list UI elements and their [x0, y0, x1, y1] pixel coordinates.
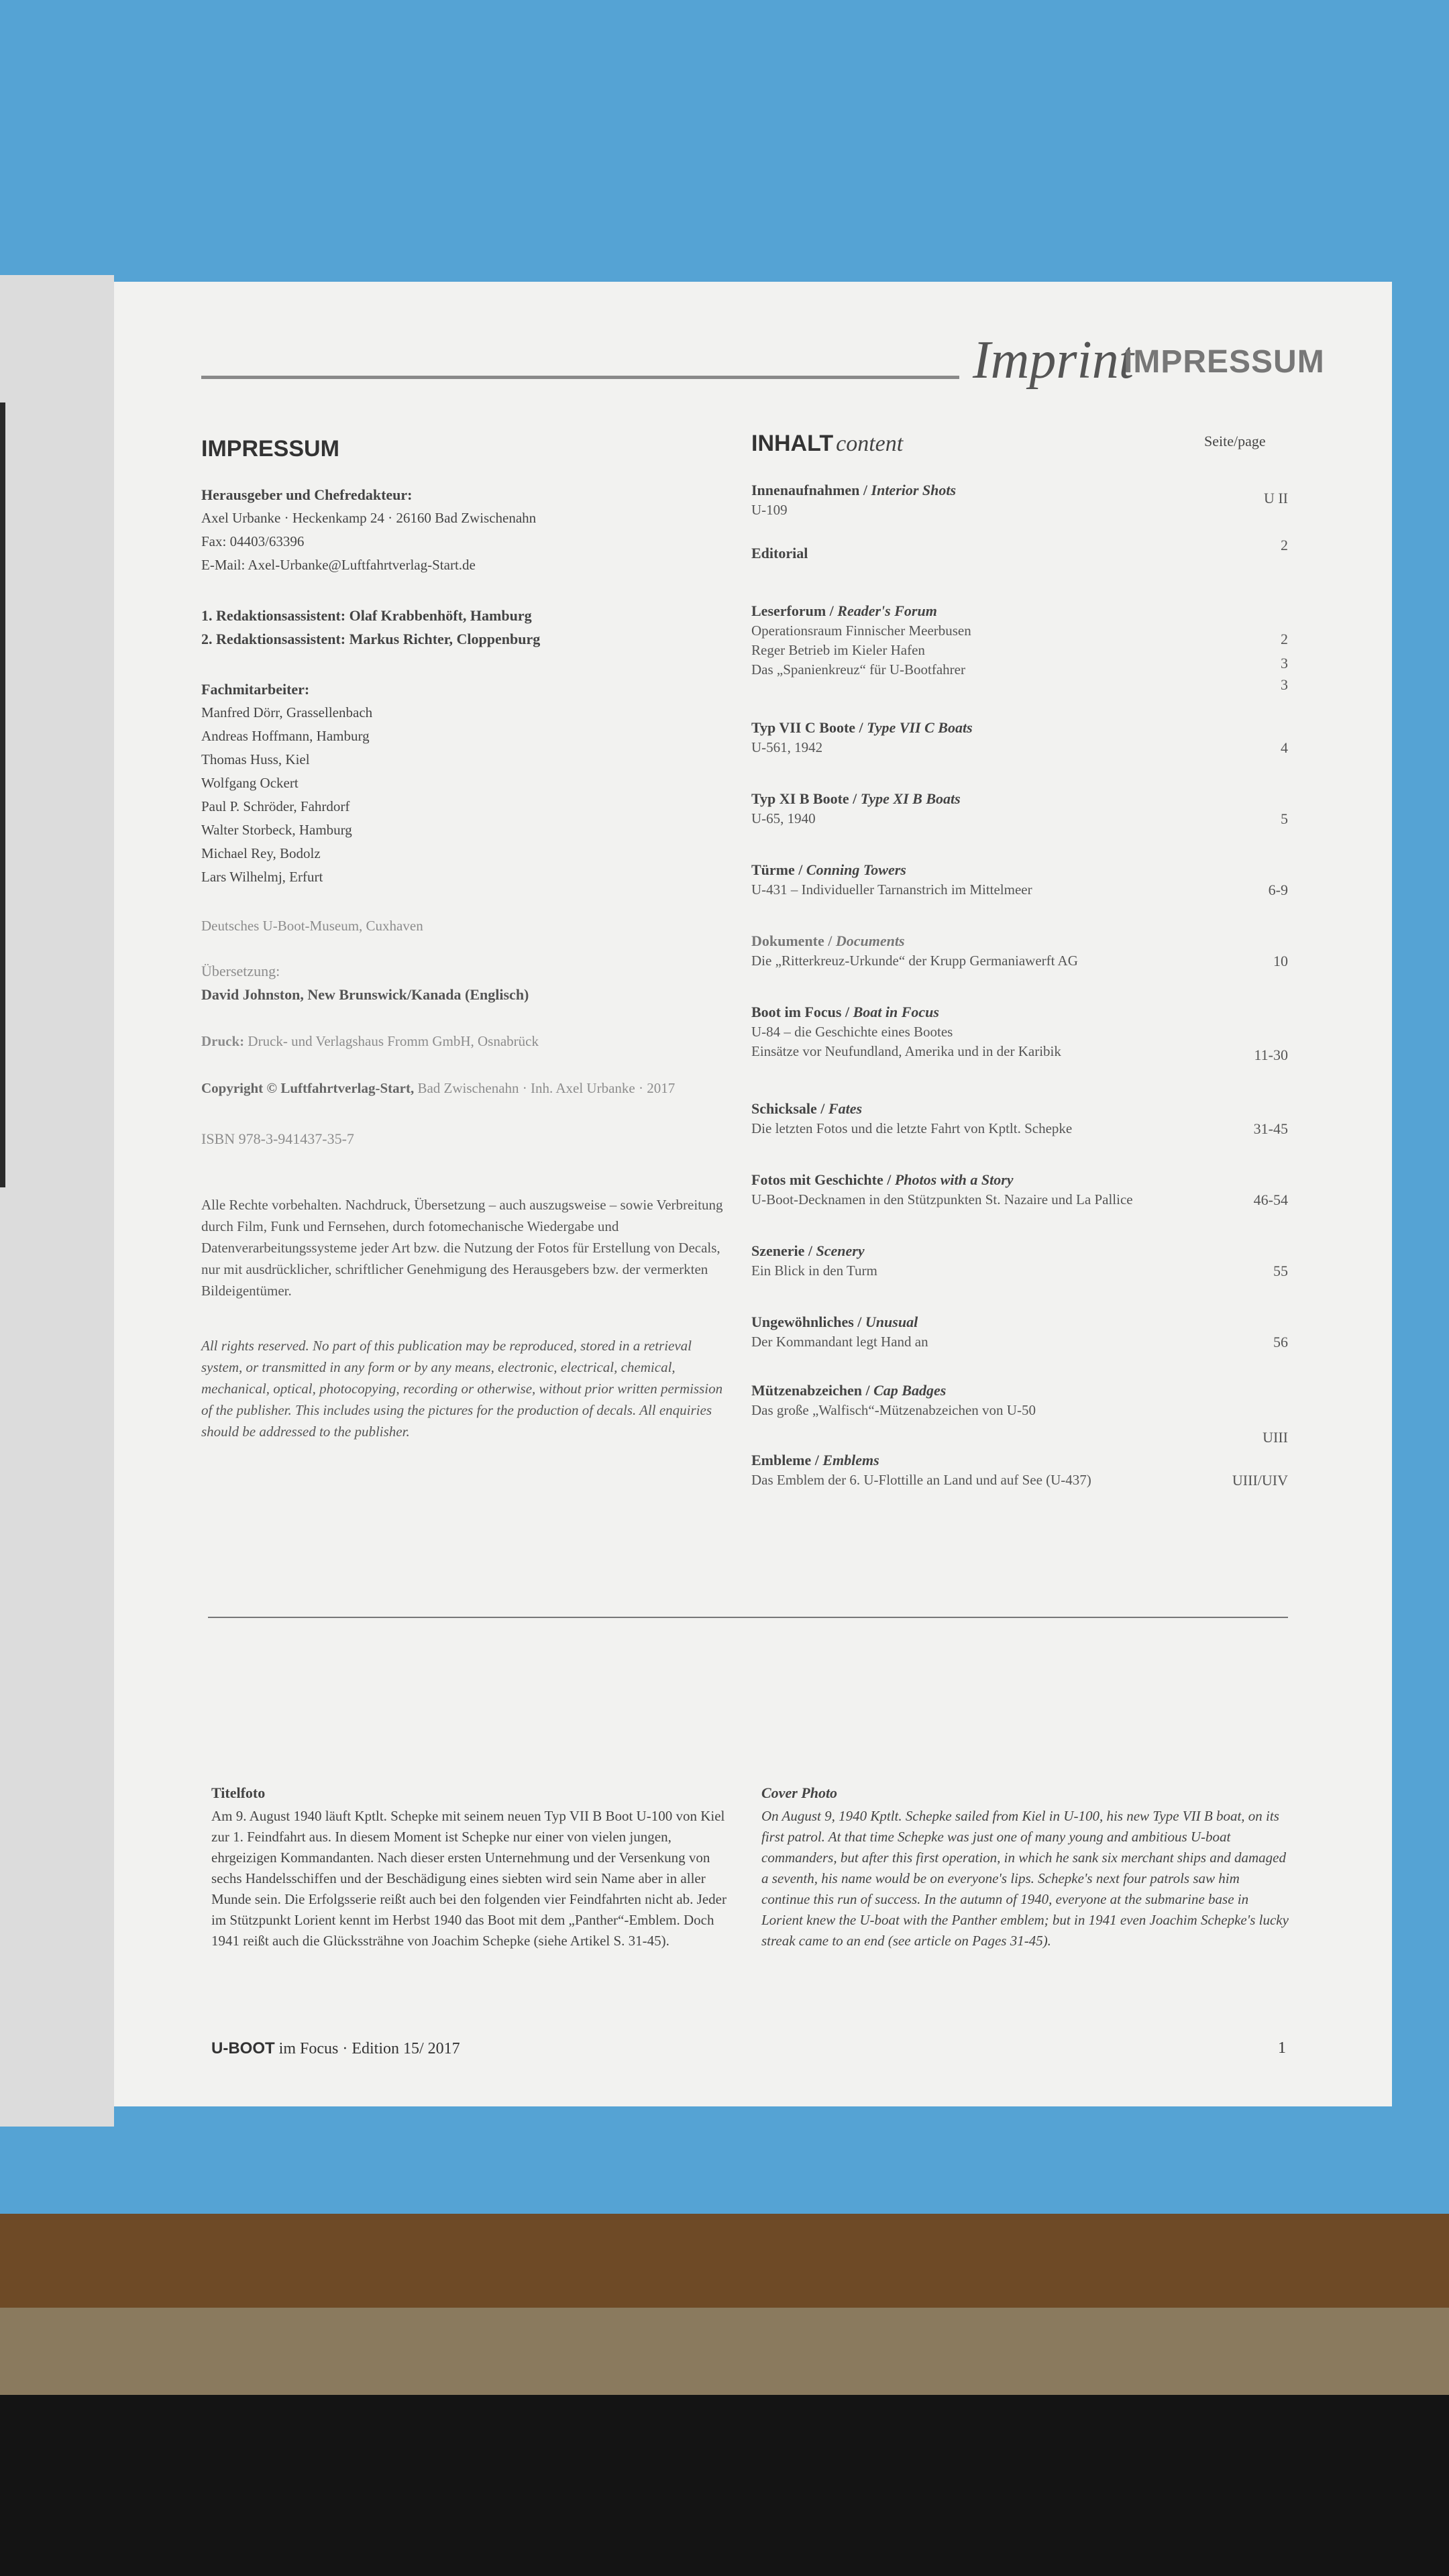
toc-title-en: Reader's Forum	[837, 602, 937, 619]
cover-text-german: Am 9. August 1940 läuft Kptlt. Schepke mit seinem neuen Typ VII B Boot U-100 von Kiel zur 1. Feindfahrt aus. In diesem Moment ist Schepke nur einer von vielen jungen, ehrgeizigen Kommandanten. Nach dieser ersten Unternehmung und der Versenkung von sechs Handelsschiffen und der Beschädigung eines siebten wird sein Name aber in aller Munde sein. Die Erfolgsserie reißt auch bei den folgenden vier Feindfahrten nicht ab. Jeder im Stützpunkt Lorient kennt im Herbst 1940 das Boot mit dem „Panther“-Emblem. Doch 1941 reißt auch die Glückssträhne von Joachim Schepke (siehe Artikel S. 31-45).	[211, 1808, 727, 1949]
publisher-fax: Fax: 04403/63396	[201, 533, 305, 549]
toc-line: U-65, 1940	[751, 810, 816, 826]
translator: David Johnston, New Brunswick/Kanada (Englisch)	[201, 986, 529, 1003]
toc-title-en: Boat in Focus	[853, 1004, 939, 1020]
page-number: 1	[1278, 2039, 1286, 2057]
toc-entry	[751, 1242, 1288, 1279]
toc-title-de: Dokumente /	[751, 932, 833, 949]
toc-title-en: Type XI B Boats	[860, 790, 961, 807]
toc-title-de: Innenaufnahmen /	[751, 482, 868, 498]
toc-entry	[751, 1100, 1288, 1137]
toc-title-en: Emblems	[822, 1452, 879, 1468]
header-rule	[201, 376, 959, 379]
toc-line: Die „Ritterkreuz-Urkunde“ der Krupp Germaniawerft AG	[751, 953, 1078, 969]
rights-english: All rights reserved. No part of this publication may be reproduced, stored in a retrieval system, or transmitted in any form or by any means, electronic, electrical, chemical, mechanical, optical, photocopying, recording or otherwise, without prior written permission of the publisher. This includes using the pictures for the production of decals. All enquiries should be addressed to the publisher.	[201, 1338, 723, 1440]
rights-german: Alle Rechte vorbehalten. Nachdruck, Übersetzung – auch auszugsweise – sowie Verbreitung durch Film, Funk und Fernsehen, durch fotomechanische Wiedergabe und Datenverarbeitungssysteme jeder Art bzw. die Nutzung der Fotos für Erstellung von Decals, nur mit ausdrücklicher, schriftlicher Genehmigung des Herausgebers bzw. der vermerkten Bildeigentümer.	[201, 1197, 723, 1299]
toc-title-de: Typ VII C Boote /	[751, 719, 863, 736]
toc-entry	[751, 482, 1288, 519]
contributor: Thomas Huss, Kiel	[201, 751, 310, 767]
toc-heading	[751, 431, 903, 457]
copyright-rest: Bad Zwischenahn · Inh. Axel Urbanke · 2017	[417, 1080, 676, 1096]
toc-heading-italic: content	[836, 431, 904, 456]
toc-page-number: 4	[1281, 739, 1288, 756]
toc-title-en: Type VII C Boats	[867, 719, 973, 736]
toc-title-de: Türme /	[751, 861, 803, 878]
toc-line: Das „Spanienkreuz“ für U-Bootfahrer	[751, 661, 965, 678]
contributor: Michael Rey, Bodolz	[201, 845, 321, 861]
toc-title-de: Boot im Focus /	[751, 1004, 850, 1020]
toc-line: Das Emblem der 6. U-Flottille an Land und auf See (U-437)	[751, 1472, 1091, 1488]
toc-title-en: Documents	[835, 932, 905, 949]
assistant-2: 2. Redaktionsassistent: Markus Richter, Cloppenburg	[201, 631, 541, 647]
cover-title-english: Cover Photo	[761, 1784, 838, 1801]
previous-page-photo-strip	[0, 402, 5, 1187]
publisher-address: Axel Urbanke · Heckenkamp 24 · 26160 Bad Zwischenahn	[201, 510, 537, 526]
copyright-holder: Copyright © Luftfahrtverlag-Start,	[201, 1080, 415, 1096]
toc-entry	[751, 932, 1288, 969]
toc-page-number: 6-9	[1268, 881, 1288, 898]
contributors-label: Fachmitarbeiter:	[201, 681, 310, 698]
toc-title-en: Interior Shots	[871, 482, 957, 498]
toc-line: Die letzten Fotos und die letzte Fahrt von Kptlt. Schepke	[751, 1120, 1073, 1136]
contributor: Paul P. Schröder, Fahrdorf	[201, 798, 350, 814]
previous-page-edge	[0, 275, 114, 2127]
publisher-email: E-Mail: Axel-Urbanke@Luftfahrtverlag-Start.de	[201, 557, 476, 573]
footer-brand-rest: im Focus	[278, 2040, 339, 2057]
toc-entry	[751, 861, 1288, 898]
toc-line: U-109	[751, 502, 788, 518]
toc-title-de: Embleme /	[751, 1452, 819, 1468]
dark-floor	[0, 2395, 1449, 2576]
toc-page-number: 46-54	[1253, 1191, 1288, 1208]
toc-line: U-431 – Individueller Tarnanstrich im Mittelmeer	[751, 881, 1032, 898]
toc-title-de: Fotos mit Geschichte /	[751, 1171, 892, 1188]
impressum-heading: IMPRESSUM	[201, 436, 339, 462]
toc-page-number: 2	[1281, 537, 1288, 553]
toc-line: Operationsraum Finnischer Meerbusen	[751, 623, 971, 639]
toc-line: U-84 – die Geschichte eines Bootes	[751, 1024, 953, 1040]
toc-line: Reger Betrieb im Kieler Hafen	[751, 642, 925, 658]
assistant-1: 1. Redaktionsassistent: Olaf Krabbenhöft, Hamburg	[201, 607, 532, 624]
toc-page-number: 2	[1281, 631, 1288, 647]
toc-line: U-Boot-Decknamen in den Stützpunkten St. Nazaire und La Pallice	[751, 1191, 1133, 1208]
toc-entry	[751, 1382, 1288, 1446]
toc-entry	[751, 790, 1288, 827]
toc-line: Der Kommandant legt Hand an	[751, 1334, 928, 1350]
toc-line: Einsätze vor Neufundland, Amerika und in der Karibik	[751, 1043, 1061, 1059]
toc-title-en: Cap Badges	[873, 1382, 947, 1399]
toc-page-number: 11-30	[1254, 1046, 1288, 1063]
toc-entry	[751, 602, 1288, 693]
section-divider	[208, 1617, 1288, 1618]
toc-page-label: Seite/page	[1204, 433, 1266, 449]
toc-title-en: Conning Towers	[806, 861, 906, 878]
museum: Deutsches U-Boot-Museum, Cuxhaven	[201, 918, 423, 934]
footer-edition	[211, 2039, 460, 2058]
toc-line: Ein Blick in den Turm	[751, 1263, 877, 1279]
toc-title-de: Ungewöhnliches /	[751, 1313, 862, 1330]
toc-page-number: UIII	[1263, 1429, 1288, 1446]
contributor: Walter Storbeck, Hamburg	[201, 822, 352, 838]
toc-page-number: 3	[1281, 655, 1288, 672]
footer-edition-number: · Edition 15/ 2017	[342, 2040, 460, 2057]
toc-page-number: 5	[1281, 810, 1288, 827]
toc-page-number: 31-45	[1253, 1120, 1288, 1137]
magazine-page	[114, 282, 1392, 2106]
toc-title-de: Szenerie /	[751, 1242, 813, 1259]
print-company: Druck- und Verlagshaus Fromm GmbH, Osnabrück	[248, 1033, 539, 1049]
toc-entry	[751, 1313, 1288, 1350]
toc-entry	[751, 1004, 1288, 1063]
contributor: Wolfgang Ockert	[201, 775, 299, 791]
toc-title-en: Photos with a Story	[894, 1171, 1014, 1188]
contributor: Manfred Dörr, Grassellenbach	[201, 704, 373, 720]
toc-title-en: Fates	[828, 1100, 863, 1117]
toc-title-en: Unusual	[865, 1313, 918, 1330]
toc-title-en: Scenery	[816, 1242, 865, 1259]
translation-label: Übersetzung:	[201, 963, 280, 979]
toc-entry	[751, 719, 1288, 756]
cover-text-english: On August 9, 1940 Kptlt. Schepke sailed from Kiel in U-100, his new Type VII B boat, on its first patrol. At that time Schepke was just one of many young and ambitious U-boat commanders, but after this first operation, in which he sank six merchant ships and damaged a seventh, his name would be on everyone's lips. Schepke's next four patrols saw him continue this run of success. In the autumn of 1940, everyone at the submarine base in Lorient knew the U-boat with the Panther emblem; but in 1941 even Joachim Schepke's lucky streak came to an end (see article on Pages 31-45).	[761, 1808, 1289, 1949]
cover-title-german: Titelfoto	[211, 1784, 266, 1801]
wood-edge	[0, 2308, 1449, 2395]
toc-title-de: Typ XI B Boote /	[751, 790, 857, 807]
toc-line: Das große „Walfisch“-Mützenabzeichen von U-50	[751, 1402, 1036, 1418]
contributor: Andreas Hoffmann, Hamburg	[201, 728, 370, 744]
header-title: Imprint	[973, 331, 1134, 390]
footer-brand: U-BOOT	[211, 2039, 275, 2057]
contributor: Lars Wilhelmj, Erfurt	[201, 869, 323, 885]
isbn: ISBN 978-3-941437-35-7	[201, 1130, 354, 1147]
publisher-label: Herausgeber und Chefredakteur:	[201, 486, 413, 503]
toc-entry	[751, 1171, 1288, 1208]
toc-title-de: Editorial	[751, 545, 808, 561]
print-label: Druck:	[201, 1033, 245, 1049]
toc-page-number: 56	[1273, 1334, 1288, 1350]
toc-title-de: Leserforum /	[751, 602, 834, 619]
toc-page-number: 3	[1281, 676, 1288, 693]
toc-entry	[751, 537, 1288, 562]
toc-heading-bold: INHALT	[751, 431, 834, 456]
header-subtitle: IMPRESSUM	[1124, 344, 1325, 380]
toc-page-number: U II	[1263, 490, 1288, 506]
toc-page-number: UIII/UIV	[1232, 1472, 1288, 1489]
toc-entry	[751, 1452, 1288, 1489]
toc-page-number: 10	[1273, 953, 1288, 969]
toc-page-number: 55	[1273, 1263, 1288, 1279]
toc-title-de: Mützenabzeichen /	[751, 1382, 870, 1399]
toc-title-de: Schicksale /	[751, 1100, 825, 1117]
toc-line: U-561, 1942	[751, 739, 823, 755]
